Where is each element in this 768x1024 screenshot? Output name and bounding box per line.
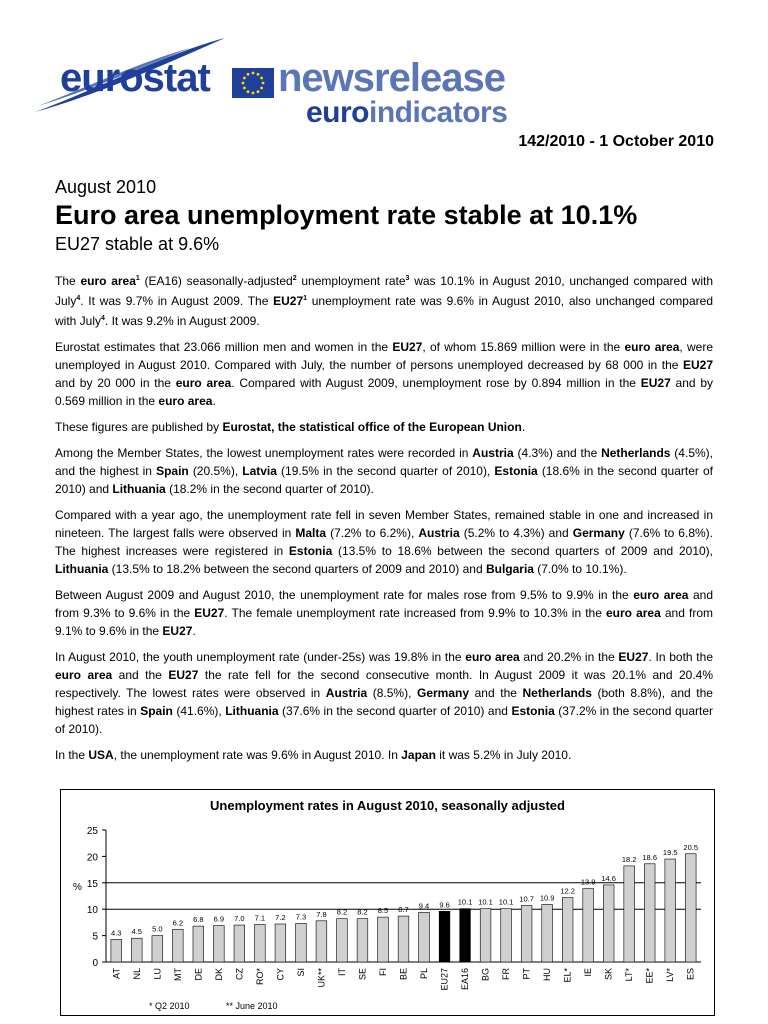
body-paragraph: Among the Member States, the lowest unemployment rates were recorded in Austria (4.3%) and the Netherlands (4.5%), and the highest in Spain (20.5%), Latvia (19.5% in the second quarter of 2010), Estonia (18.6% in the second quarter of 2010) and Lithuania (18.2% in the second quarter of 2010).: [55, 446, 713, 496]
bar-EA16: [460, 909, 471, 962]
category-label: DK: [213, 968, 224, 981]
brand-eurostat: eurostat: [60, 56, 210, 100]
bar-LU: [152, 936, 163, 962]
y-tick-label: 15: [86, 878, 98, 890]
bar-FR: [501, 909, 512, 962]
bar-LT*: [624, 866, 635, 962]
bar-chart: [61, 790, 714, 1015]
y-tick-label: 0: [92, 958, 98, 969]
category-label: LT*: [624, 968, 635, 982]
data-label: 7.2: [275, 912, 286, 922]
data-label: 18.2: [621, 854, 637, 864]
bar-PL: [419, 912, 430, 962]
category-label: BE: [398, 968, 409, 981]
data-label: 8.5: [377, 906, 389, 916]
footnote: ** June 2010: [226, 1001, 278, 1011]
bar-UK**: [316, 921, 327, 962]
data-label: 7.8: [316, 909, 327, 919]
category-label: SE: [357, 968, 368, 981]
bar-CZ: [234, 925, 245, 962]
y-tick-label: 25: [86, 826, 98, 837]
y-tick-label: 20: [86, 852, 98, 864]
brand-newsrelease: newsrelease: [278, 56, 505, 100]
bar-SK: [603, 885, 614, 962]
data-label: 10.1: [457, 897, 473, 907]
category-label: NL: [131, 968, 142, 980]
category-label: MT: [172, 968, 183, 981]
body-paragraph: In the USA, the unemployment rate was 9.6% in August 2010. In Japan it was 5.2% in July 2010.: [55, 748, 572, 762]
data-label: 10.1: [478, 897, 493, 907]
data-label: 4.3: [111, 928, 122, 938]
data-label: 12.2: [560, 886, 575, 896]
category-label: HU: [542, 968, 553, 981]
category-label: SK: [603, 968, 614, 981]
body-paragraph: These figures are published by Eurostat, the statistical office of the European Union.: [55, 420, 526, 434]
data-label: 20.5: [683, 842, 699, 852]
release-reference: 142/2010 - 1 October 2010: [518, 133, 714, 150]
eu-flag-icon: [232, 68, 274, 98]
bar-EU27: [439, 911, 450, 962]
page-subtitle: EU27 stable at 9.6%: [55, 234, 220, 254]
bar-CY: [275, 924, 286, 962]
data-label: 9.4: [418, 901, 430, 911]
data-label: 18.6: [642, 852, 658, 862]
chart-title: Unemployment rates in August 2010, seasonally adjusted: [210, 798, 565, 813]
category-label: IT: [336, 968, 347, 976]
data-label: 8.2: [357, 907, 368, 917]
bar-IE: [583, 889, 594, 962]
body-paragraph: The euro area$^1$ (EA16) seasonally-adjusted$^2$ unemployment rate$^3$ was 10.1% in August 2010, unchanged compared with July$^4$. It was 9.7% in August 2009. The $EU27^1$ unemployment rate was 9.6% in August 2010, also unchanged compared with July$^4$. It was 9.2% in August 2009.: [55, 274, 713, 328]
data-label: 8.7: [398, 905, 409, 915]
bar-ES: [685, 854, 696, 962]
data-label: 6.9: [213, 914, 225, 924]
bar-BG: [480, 909, 491, 962]
bar-LV*: [665, 859, 676, 962]
data-label: 7.3: [295, 912, 307, 922]
bar-AT: [111, 939, 122, 962]
body-text: [55, 270, 713, 772]
data-label: 13.9: [580, 877, 596, 887]
body-paragraph: In August 2010, the youth unemployment rate (under-25s) was 19.8% in the euro area and 20.2% in the EU27. In both the euro area and the EU27 the rate fell for the second consecutive month. In August 2009 it was 20.1% and 20.4% respectively. The lowest rates were observed in Austria (8.5%), Germany and the Netherlands (both 8.8%), and the highest rates in Spain (41.6%), Lithuania (37.6% in the second quarter of 2010) and Estonia (37.2% in the second quarter of 2010).: [55, 650, 714, 736]
bar-NL: [131, 938, 142, 962]
bar-DE: [193, 926, 204, 962]
bar-RO*: [255, 925, 266, 962]
category-label: EA16: [460, 968, 471, 991]
category-label: EU27: [439, 968, 450, 991]
bar-FI: [378, 917, 389, 962]
data-label: 9.6: [439, 900, 450, 910]
body-paragraph: Eurostat estimates that 23.066 million men and women in the EU27, of whom 15.869 million were in the euro area, were unemployed in August 2010. Compared with July, the number of persons unemployed decreased by 68 000 in the EU27 and by 20 000 in the euro area. Compared with August 2009, unemployment rose by 0.894 million in the EU27 and by 0.569 million in the euro area.: [55, 340, 713, 408]
bar-SE: [357, 919, 368, 962]
data-label: 19.5: [662, 848, 678, 858]
category-label: RO*: [254, 968, 265, 986]
bar-IT: [337, 919, 348, 962]
category-label: CZ: [234, 968, 245, 980]
bar-HU: [542, 904, 553, 962]
y-axis-label: %: [73, 882, 82, 894]
category-label: PL: [419, 968, 430, 980]
chart-box: [60, 789, 715, 1016]
data-label: 14.6: [601, 873, 616, 883]
bar-PT: [521, 906, 532, 962]
category-label: LV*: [665, 968, 676, 982]
category-label: SI: [295, 968, 306, 977]
category-label: AT: [111, 968, 122, 979]
data-label: 6.2: [172, 918, 184, 928]
data-label: 6.8: [193, 915, 204, 925]
category-label: EE*: [644, 968, 655, 984]
category-label: FI: [377, 968, 388, 976]
bar-SI: [296, 923, 307, 962]
bar-MT: [172, 929, 183, 962]
category-label: FR: [501, 968, 512, 980]
data-label: 5.0: [152, 924, 163, 934]
category-label: EL*: [562, 968, 573, 983]
category-label: BG: [480, 968, 491, 982]
data-label: 10.9: [539, 893, 555, 903]
data-label: 8.2: [336, 907, 348, 917]
eurostat-logo: [30, 32, 530, 132]
category-label: ES: [685, 968, 696, 981]
bar-BE: [398, 916, 409, 962]
data-label: 7.1: [254, 913, 266, 923]
y-tick-label: 5: [92, 931, 98, 943]
bar-EE*: [644, 864, 655, 962]
bar-EL*: [562, 898, 573, 962]
body-paragraph: Compared with a year ago, the unemployment rate fell in seven Member States, remained stable in one and increased in nineteen. The largest falls were observed in Malta (7.2% to 6.2%), Austria (5.2% to 4.3%) and Germany (7.6% to 6.8%). The highest increases were registered in Estonia (13.5% to 18.6% between the second quarters of 2009 and 2010), Lithuania (13.5% to 18.2% between the second quarters of 2009 and 2010) and Bulgaria (7.0% to 10.1%).: [55, 508, 713, 576]
body-paragraph: Between August 2009 and August 2010, the unemployment rate for males rose from 9.5% to 9.9% in the euro area and from 9.3% to 9.6% in the EU27. The female unemployment rate increased from 9.9% to 10.3% in the euro area and from 9.1% to 9.6% in the EU27.: [55, 588, 714, 638]
category-label: IE: [583, 968, 594, 977]
category-label: PT: [521, 968, 532, 980]
data-label: 10.1: [498, 897, 514, 907]
data-label: 4.5: [131, 927, 142, 937]
y-tick-label: 10: [86, 905, 98, 917]
brand-euroindicators: euroindicators: [306, 96, 508, 129]
footnote: * Q2 2010: [149, 1001, 190, 1011]
category-label: CY: [275, 968, 286, 981]
category-label: DE: [193, 968, 204, 981]
data-label: 7.0: [234, 914, 245, 924]
data-label: 10.7: [519, 894, 534, 904]
bar-DK: [214, 926, 225, 962]
category-label: UK**: [316, 968, 327, 988]
category-label: LU: [152, 968, 163, 980]
release-month: August 2010: [55, 177, 157, 197]
page-title: Euro area unemployment rate stable at 10.1%: [55, 200, 638, 230]
